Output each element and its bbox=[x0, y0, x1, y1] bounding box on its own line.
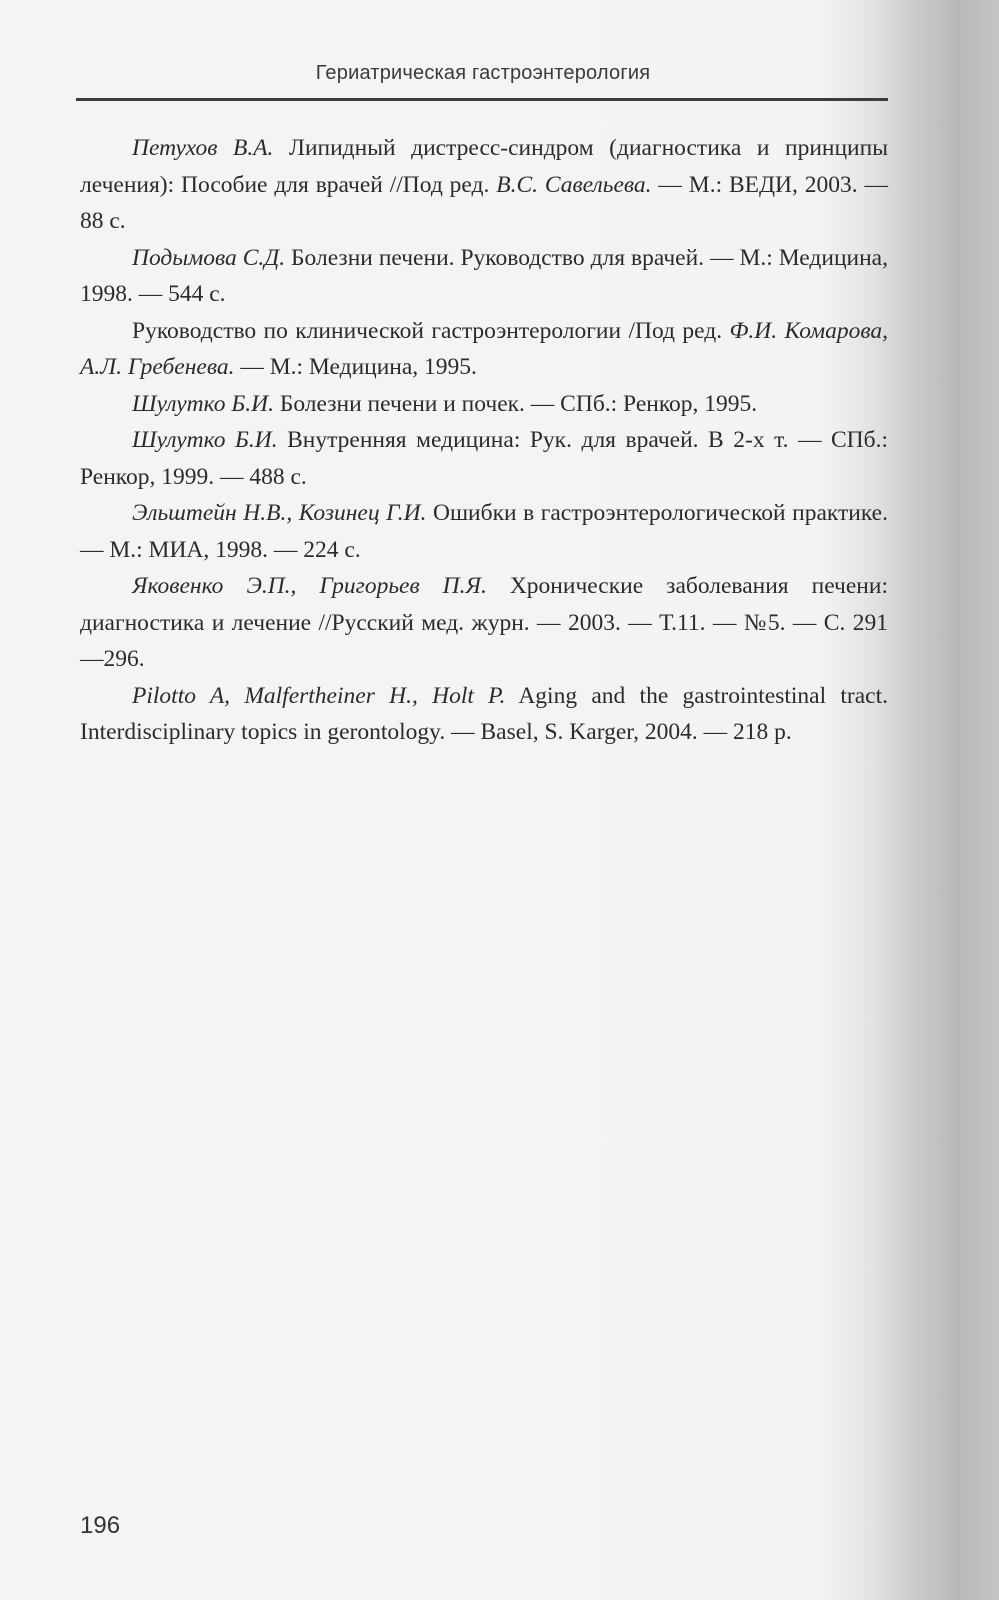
reference-author: Подымова С.Д. bbox=[132, 244, 286, 271]
reference-item bbox=[80, 130, 888, 240]
header-rule bbox=[76, 98, 888, 101]
reference-author: Шулутко Б.И. bbox=[132, 390, 274, 417]
reference-author: Шулутко Б.И. bbox=[132, 427, 278, 453]
reference-item bbox=[80, 313, 888, 386]
reference-item bbox=[80, 495, 888, 568]
reference-list bbox=[80, 130, 888, 751]
running-head: Гериатрическая гастроэнтерология bbox=[315, 62, 651, 84]
reference-item bbox=[80, 240, 888, 313]
reference-author: Петухов В.А. bbox=[132, 135, 274, 161]
reference-author: Яковенко Э.П., Григорьев П.Я. bbox=[132, 573, 487, 599]
reference-item bbox=[80, 422, 888, 495]
reference-text-tail: — М.: ВЕДИ, 2003. — 88 с. bbox=[80, 171, 888, 234]
reference-text-tail: — М.: Медицина, 1995. bbox=[234, 354, 477, 380]
reference-author: Эльштейн Н.В., Козинец Г.И. bbox=[132, 500, 427, 526]
reference-item bbox=[80, 568, 888, 678]
reference-text: Руководство по клинической гастроэнтерологии /Под ред. bbox=[132, 317, 730, 344]
reference-text: Aging and the gastrointestinal tract. Interdisciplinary topics in gerontology. — Basel, S. Karger, 2004. — 218 p. bbox=[80, 682, 888, 745]
page-number: 196 bbox=[80, 1512, 121, 1539]
reference-text: Ошибки в гастроэнтерологической практике. — М.: МИА, 1998. — 224 с. bbox=[80, 500, 888, 563]
reference-item bbox=[80, 678, 888, 751]
reference-text: Внутренняя медицина: Рук. для врачей. В 2-х т. — СПб.: Ренкор, 1999. — 488 с. bbox=[80, 427, 888, 490]
reference-item bbox=[80, 386, 888, 423]
reference-editor: В.С. Савельева. bbox=[496, 171, 652, 198]
reference-text: Болезни печени и почек. — СПб.: Ренкор, 1995. bbox=[273, 390, 758, 417]
reference-text: Болезни печени. Руководство для врачей. — М.: Медицина, 1998. — 544 с. bbox=[80, 244, 888, 307]
reference-text: Липидный дистресс-синдром (диагностика и принципы лечения): Пособие для врачей //Под ред. bbox=[80, 135, 888, 198]
reference-editor: Ф.И. Комарова, А.Л. Гребенева. bbox=[80, 317, 888, 380]
reference-text: Хронические заболевания печени: диагностика и лечение //Русский мед. журн. — 2003. — Т.11. — №5. — С. 291—296. bbox=[80, 573, 888, 672]
reference-author: Pilotto A, Malfertheiner H., Holt P. bbox=[132, 682, 506, 709]
